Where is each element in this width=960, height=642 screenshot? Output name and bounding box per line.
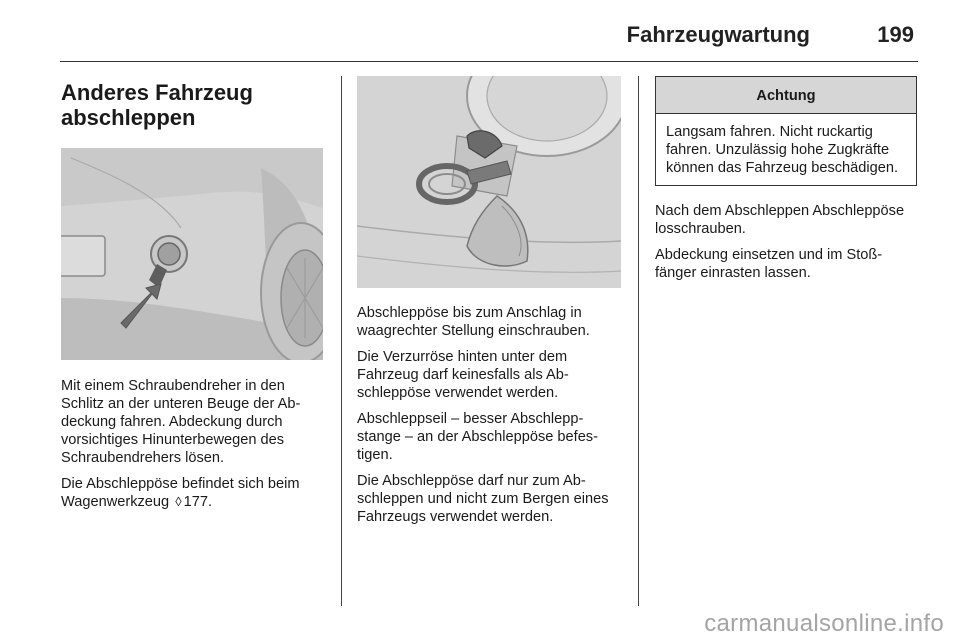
column-2 xyxy=(357,76,621,534)
chapter-title: Fahrzeugwartung xyxy=(626,22,810,47)
header-divider xyxy=(60,61,918,62)
caution-title: Achtung xyxy=(656,77,916,114)
page-number: 199 xyxy=(877,22,914,47)
caution-text: Langsam fahren. Nicht ruckartig fahren. Unzulässig hohe Zugkräfte können das Fahrzeug beschädigen. xyxy=(666,124,899,176)
paragraph: Abschleppseil – besser Abschleppstange – an der Abschleppöse befestigen. xyxy=(357,411,598,463)
towing-eye-illustration xyxy=(357,76,621,288)
paragraph: Nach dem Abschleppen Abschleppöse losschrauben. xyxy=(655,203,905,237)
paragraph-text: Die Abschleppöse befindet sich beim Wagenwerkzeug xyxy=(61,476,300,510)
paragraph: Mit einem Schraubendreher in den Schlitz an der unteren Beuge der Abdeckung fahren. Abdeckung durch vorsichtiges Hinunterbewegen des Schraubendrehers lösen. xyxy=(61,378,301,466)
section-heading-line1: Anderes Fahrzeug xyxy=(61,80,253,105)
paragraph: Die Abschleppöse darf nur zum Abschleppen und nicht zum Bergen eines Fahrzeugs verwendet werden. xyxy=(357,473,609,525)
column-divider-left xyxy=(341,76,342,606)
paragraph-with-reference xyxy=(61,475,323,511)
column-1 xyxy=(61,80,323,519)
section-heading xyxy=(61,80,323,130)
caution-box xyxy=(655,76,917,186)
rear-bumper-illustration xyxy=(61,148,323,360)
column-3 xyxy=(655,76,918,290)
paragraph: Abdeckung einsetzen und im Stoßfänger einrasten lassen. xyxy=(655,247,883,281)
column-divider-right xyxy=(638,76,639,606)
watermark: carmanualsonline.info xyxy=(704,610,944,637)
page-reference: 177. xyxy=(183,494,213,510)
paragraph: Die Verzurröse hinten unter dem Fahrzeug darf keinesfalls als Abschleppöse verwendet werden. xyxy=(357,349,569,401)
page-reference-icon: ◊ xyxy=(175,494,182,509)
section-heading-line2: abschleppen xyxy=(61,105,196,130)
paragraph: Abschleppöse bis zum Anschlag in waagrechter Stellung einschrauben. xyxy=(357,305,590,339)
